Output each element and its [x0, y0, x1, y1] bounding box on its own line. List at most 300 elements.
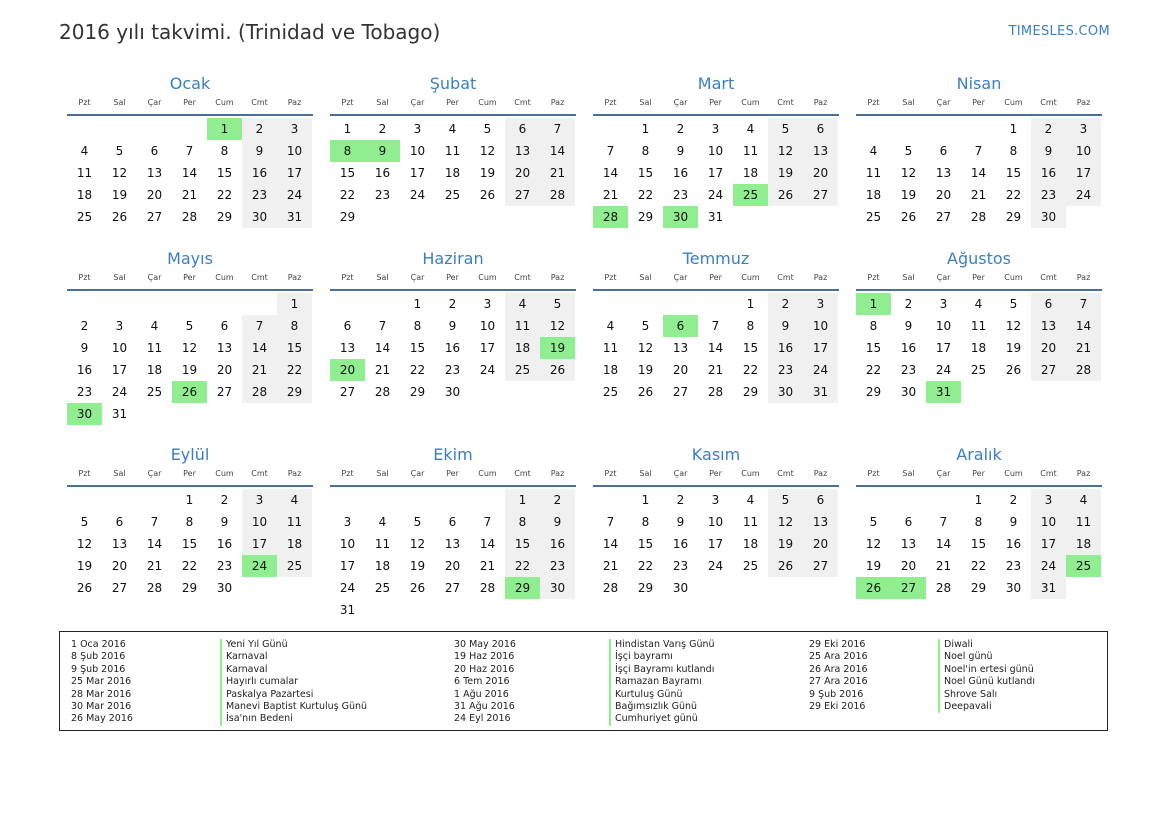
day-cell: 22	[742, 363, 759, 377]
day-cell: 31	[1031, 577, 1066, 599]
day-cell: 15	[505, 533, 540, 555]
holiday-day-cell: 6	[663, 315, 698, 337]
day-cell: 18	[444, 166, 461, 180]
day-cell: 9	[1009, 515, 1018, 529]
day-cell: 24	[803, 359, 838, 381]
day-cell: 11	[970, 319, 987, 333]
day-grid	[856, 118, 1101, 228]
day-cell: 16	[374, 166, 391, 180]
day-cell: 1	[746, 297, 755, 311]
day-cell: 28	[1066, 359, 1101, 381]
weekday-label: Cum	[478, 98, 497, 107]
holiday-name: Kurtuluş Günü	[609, 689, 715, 701]
weekday-label: Çar	[673, 273, 688, 282]
day-cell: 27	[444, 581, 461, 595]
day-cell: 4	[974, 297, 983, 311]
day-cell: 9	[676, 144, 685, 158]
day-cell: 11	[742, 144, 759, 158]
day-cell: 2	[904, 297, 913, 311]
empty-cell	[67, 293, 102, 315]
day-cell: 21	[707, 363, 724, 377]
holiday-name: Deepavali	[938, 701, 1035, 713]
empty-cell	[172, 293, 207, 315]
weekday-label: Paz	[1076, 273, 1091, 282]
weekday-label: Çar	[936, 98, 951, 107]
day-cell: 23	[374, 188, 391, 202]
day-cell: 28	[181, 210, 198, 224]
holiday-dates-col-2	[454, 639, 516, 726]
day-cell: 27	[672, 385, 689, 399]
weekday-header	[856, 96, 1102, 116]
day-cell: 19	[1005, 341, 1022, 355]
day-cell: 29	[970, 581, 987, 595]
weekday-label: Pzt	[341, 273, 354, 282]
holiday-day-cell: 1	[207, 118, 242, 140]
holiday-date: 1 Oca 2016	[71, 639, 126, 650]
holiday-day-cell: 19	[540, 337, 575, 359]
holiday-names-col-1	[220, 639, 367, 726]
day-cell: 28	[935, 581, 952, 595]
holiday-name: Karnaval	[220, 651, 367, 663]
weekday-label: Çar	[147, 273, 162, 282]
day-cell: 6	[803, 118, 838, 140]
day-cell: 2	[220, 493, 229, 507]
empty-cell	[628, 293, 663, 315]
day-cell: 12	[1005, 319, 1022, 333]
day-cell: 31	[111, 407, 128, 421]
empty-cell	[365, 489, 400, 511]
day-cell: 18	[76, 188, 93, 202]
empty-cell	[961, 118, 996, 140]
day-cell: 29	[742, 385, 759, 399]
weekday-label: Per	[972, 273, 985, 282]
holiday-date: 26 May 2016	[71, 713, 133, 725]
holiday-date: 28 Mar 2016	[71, 688, 132, 700]
holiday-date: 25 Ara 2016	[809, 651, 868, 663]
day-cell: 7	[378, 319, 387, 333]
day-cell: 7	[606, 515, 615, 529]
day-cell: 26	[768, 184, 803, 206]
day-cell: 7	[540, 118, 575, 140]
weekday-header	[593, 271, 839, 291]
day-cell: 11	[505, 315, 540, 337]
day-cell: 17	[479, 341, 496, 355]
weekday-label: Sal	[902, 469, 915, 478]
empty-cell	[137, 293, 172, 315]
day-cell: 3	[939, 297, 948, 311]
day-cell: 3	[483, 297, 492, 311]
weekday-label: Per	[446, 469, 459, 478]
day-cell: 4	[606, 319, 615, 333]
holiday-day-cell: 8	[330, 140, 365, 162]
day-cell: 29	[216, 210, 233, 224]
day-cell: 6	[803, 489, 838, 511]
weekday-label: Pzt	[78, 98, 91, 107]
holiday-names-col-2	[609, 639, 715, 726]
day-cell: 16	[672, 166, 689, 180]
day-cell: 11	[76, 166, 93, 180]
day-cell: 24	[479, 363, 496, 377]
day-cell: 24	[1066, 184, 1101, 206]
day-cell: 28	[707, 385, 724, 399]
day-cell: 5	[869, 515, 878, 529]
day-cell: 16	[444, 341, 461, 355]
day-cell: 28	[970, 210, 987, 224]
holiday-day-cell: 1	[856, 293, 891, 315]
weekday-header	[856, 467, 1102, 487]
day-cell: 8	[505, 511, 540, 533]
day-cell: 23	[1031, 184, 1066, 206]
weekday-label: Sal	[902, 98, 915, 107]
weekday-label: Paz	[550, 273, 565, 282]
day-cell: 16	[1005, 537, 1022, 551]
holiday-day-cell: 31	[926, 381, 961, 403]
day-cell: 2	[80, 319, 89, 333]
day-cell: 24	[707, 188, 724, 202]
day-cell: 12	[768, 511, 803, 533]
day-cell: 11	[602, 341, 619, 355]
day-cell: 20	[672, 363, 689, 377]
day-cell: 29	[1005, 210, 1022, 224]
weekday-label: Cum	[1004, 98, 1023, 107]
month-name: Aralık	[956, 445, 1002, 464]
weekday-label: Per	[446, 273, 459, 282]
day-cell: 15	[742, 341, 759, 355]
day-grid	[67, 489, 312, 599]
day-cell: 24	[707, 559, 724, 573]
day-cell: 21	[970, 188, 987, 202]
day-cell: 25	[602, 385, 619, 399]
day-cell: 25	[970, 363, 987, 377]
holiday-name: Yeni Yıl Günü	[220, 639, 367, 651]
month-11	[593, 443, 839, 599]
day-cell: 7	[974, 144, 983, 158]
day-cell: 21	[602, 559, 619, 573]
day-cell: 3	[1031, 489, 1066, 511]
weekday-label: Paz	[1076, 469, 1091, 478]
day-cell: 22	[637, 188, 654, 202]
day-cell: 10	[803, 315, 838, 337]
day-cell: 29	[339, 210, 356, 224]
day-cell: 21	[374, 363, 391, 377]
weekday-label: Paz	[1076, 98, 1091, 107]
day-cell: 5	[904, 144, 913, 158]
weekday-label: Cmt	[1040, 469, 1057, 478]
day-cell: 9	[220, 515, 229, 529]
day-cell: 1	[413, 297, 422, 311]
day-cell: 12	[865, 537, 882, 551]
day-grid	[856, 293, 1101, 403]
day-cell: 24	[339, 581, 356, 595]
day-cell: 1	[505, 489, 540, 511]
weekday-label: Pzt	[867, 273, 880, 282]
day-cell: 5	[483, 122, 492, 136]
day-grid	[67, 293, 312, 425]
weekday-label: Per	[709, 273, 722, 282]
page-title: 2016 yılı takvimi. (Trinidad ve Tobago)	[59, 20, 441, 44]
day-cell: 2	[540, 489, 575, 511]
day-cell: 25	[742, 559, 759, 573]
holiday-date: 27 Ara 2016	[809, 676, 868, 688]
day-cell: 2	[768, 293, 803, 315]
brand-link[interactable]: TIMESLES.COM	[1008, 24, 1110, 39]
empty-cell	[102, 293, 137, 315]
day-cell: 19	[637, 363, 654, 377]
holiday-day-cell: 25	[733, 184, 768, 206]
day-cell: 6	[939, 144, 948, 158]
day-cell: 8	[220, 144, 229, 158]
weekday-label: Cmt	[251, 273, 268, 282]
day-cell: 6	[505, 118, 540, 140]
weekday-label: Pzt	[604, 273, 617, 282]
day-cell: 31	[339, 603, 356, 617]
holiday-date: 30 May 2016	[454, 639, 516, 650]
empty-cell	[137, 489, 172, 511]
day-cell: 22	[181, 559, 198, 573]
day-cell: 20	[216, 363, 233, 377]
day-cell: 5	[413, 515, 422, 529]
empty-cell	[330, 489, 365, 511]
day-cell: 11	[444, 144, 461, 158]
day-cell: 27	[935, 210, 952, 224]
day-cell: 4	[448, 122, 457, 136]
empty-cell	[172, 118, 207, 140]
day-cell: 8	[641, 144, 650, 158]
empty-cell	[856, 489, 891, 511]
empty-cell	[593, 118, 628, 140]
weekday-label: Çar	[410, 469, 425, 478]
day-cell: 27	[111, 581, 128, 595]
holiday-date: 29 Eki 2016	[809, 701, 866, 713]
day-cell: 2	[378, 122, 387, 136]
day-cell: 6	[150, 144, 159, 158]
holiday-date: 9 Şub 2016	[71, 663, 126, 675]
month-9	[67, 443, 313, 599]
day-cell: 9	[448, 319, 457, 333]
day-cell: 14	[242, 337, 277, 359]
day-cell: 27	[1031, 359, 1066, 381]
day-cell: 26	[1005, 363, 1022, 377]
weekday-label: Cum	[478, 273, 497, 282]
day-cell: 1	[974, 493, 983, 507]
day-cell: 30	[672, 581, 689, 595]
day-grid	[593, 118, 838, 228]
day-cell: 24	[277, 184, 312, 206]
day-grid	[856, 489, 1101, 599]
weekday-label: Cmt	[777, 98, 794, 107]
holiday-day-cell: 28	[593, 206, 628, 228]
day-cell: 11	[146, 341, 163, 355]
day-cell: 15	[637, 537, 654, 551]
holiday-name: İsa'nın Bedeni	[220, 713, 367, 725]
day-cell: 3	[115, 319, 124, 333]
day-cell: 29	[637, 581, 654, 595]
day-cell: 7	[150, 515, 159, 529]
day-cell: 5	[768, 118, 803, 140]
day-cell: 2	[676, 122, 685, 136]
weekday-label: Çar	[673, 98, 688, 107]
day-cell: 25	[505, 359, 540, 381]
holiday-day-cell: 26	[856, 577, 891, 599]
day-cell: 21	[146, 559, 163, 573]
day-cell: 12	[409, 537, 426, 551]
weekday-label: Cmt	[777, 273, 794, 282]
day-cell: 25	[76, 210, 93, 224]
empty-cell	[242, 293, 277, 315]
holiday-name: İşçi bayramı	[609, 651, 715, 663]
day-cell: 18	[374, 559, 391, 573]
day-cell: 12	[76, 537, 93, 551]
weekday-label: Cum	[741, 98, 760, 107]
day-cell: 25	[146, 385, 163, 399]
day-cell: 19	[900, 188, 917, 202]
day-cell: 1	[343, 122, 352, 136]
day-cell: 21	[242, 359, 277, 381]
day-cell: 10	[242, 511, 277, 533]
day-cell: 11	[1066, 511, 1101, 533]
holiday-date: 30 Mar 2016	[71, 701, 132, 713]
weekday-label: Çar	[147, 469, 162, 478]
day-cell: 3	[711, 122, 720, 136]
holiday-name: Cumhuriyet günü	[609, 713, 715, 725]
day-cell: 13	[505, 140, 540, 162]
day-cell: 22	[970, 559, 987, 573]
day-cell: 7	[242, 315, 277, 337]
day-cell: 22	[216, 188, 233, 202]
day-cell: 30	[444, 385, 461, 399]
day-cell: 16	[216, 537, 233, 551]
day-cell: 17	[1031, 533, 1066, 555]
day-cell: 19	[865, 559, 882, 573]
weekday-header	[67, 467, 313, 487]
day-cell: 15	[409, 341, 426, 355]
day-cell: 14	[540, 140, 575, 162]
day-cell: 14	[479, 537, 496, 551]
day-cell: 8	[869, 319, 878, 333]
day-cell: 24	[1031, 555, 1066, 577]
holiday-dates-col-3	[809, 639, 868, 713]
day-cell: 2	[1009, 493, 1018, 507]
month-name: Ekim	[433, 445, 473, 464]
holiday-name: Shrove Salı	[938, 689, 1035, 701]
weekday-label: Paz	[287, 273, 302, 282]
weekday-label: Çar	[147, 98, 162, 107]
day-grid	[593, 489, 838, 599]
holiday-day-cell: 30	[663, 206, 698, 228]
holiday-day-cell: 26	[172, 381, 207, 403]
day-cell: 26	[76, 581, 93, 595]
day-cell: 23	[216, 559, 233, 573]
day-cell: 15	[216, 166, 233, 180]
day-cell: 10	[479, 319, 496, 333]
day-cell: 26	[111, 210, 128, 224]
empty-cell	[470, 489, 505, 511]
weekday-label: Sal	[113, 98, 126, 107]
weekday-label: Paz	[550, 98, 565, 107]
day-cell: 25	[374, 581, 391, 595]
weekday-label: Cmt	[514, 469, 531, 478]
day-cell: 19	[409, 559, 426, 573]
day-cell: 5	[540, 293, 575, 315]
day-cell: 13	[803, 511, 838, 533]
day-cell: 13	[111, 537, 128, 551]
weekday-label: Çar	[673, 469, 688, 478]
holiday-names-col-3	[938, 639, 1035, 713]
weekday-label: Pzt	[867, 98, 880, 107]
weekday-label: Sal	[902, 273, 915, 282]
weekday-label: Pzt	[341, 469, 354, 478]
empty-cell	[698, 293, 733, 315]
day-cell: 27	[803, 555, 838, 577]
day-cell: 22	[409, 363, 426, 377]
month-name: Eylül	[170, 445, 210, 464]
day-cell: 13	[339, 341, 356, 355]
day-cell: 16	[672, 537, 689, 551]
day-cell: 14	[602, 537, 619, 551]
day-cell: 18	[146, 363, 163, 377]
day-cell: 30	[768, 381, 803, 403]
weekday-label: Sal	[376, 98, 389, 107]
day-cell: 10	[339, 537, 356, 551]
day-cell: 8	[413, 319, 422, 333]
month-name: Temmuz	[682, 249, 750, 268]
holiday-day-cell: 9	[365, 140, 400, 162]
weekday-label: Pzt	[604, 469, 617, 478]
month-name: Nisan	[956, 74, 1002, 93]
day-cell: 3	[343, 515, 352, 529]
day-cell: 10	[277, 140, 312, 162]
day-cell: 1	[277, 293, 312, 315]
day-cell: 13	[444, 537, 461, 551]
empty-cell	[435, 489, 470, 511]
day-cell: 17	[935, 341, 952, 355]
day-cell: 30	[900, 385, 917, 399]
empty-cell	[891, 489, 926, 511]
weekday-label: Pzt	[604, 98, 617, 107]
holiday-name: Noel günü	[938, 651, 1035, 663]
empty-cell	[891, 118, 926, 140]
day-grid	[330, 489, 575, 621]
day-cell: 11	[865, 166, 882, 180]
day-cell: 15	[637, 166, 654, 180]
weekday-header	[856, 271, 1102, 291]
day-cell: 16	[768, 337, 803, 359]
day-cell: 18	[865, 188, 882, 202]
holiday-name: İşçi Bayramı kutlandı	[609, 664, 715, 676]
day-cell: 12	[479, 144, 496, 158]
day-cell: 5	[1009, 297, 1018, 311]
day-cell: 17	[277, 162, 312, 184]
month-8	[856, 247, 1102, 403]
day-cell: 18	[970, 341, 987, 355]
day-cell: 4	[746, 493, 755, 507]
day-cell: 24	[111, 385, 128, 399]
holiday-name: Karnaval	[220, 664, 367, 676]
day-cell: 4	[505, 293, 540, 315]
day-cell: 7	[939, 515, 948, 529]
day-cell: 9	[676, 515, 685, 529]
day-cell: 8	[1009, 144, 1018, 158]
holiday-date: 9 Şub 2016	[809, 688, 864, 700]
day-cell: 16	[242, 162, 277, 184]
holiday-date: 1 Ağu 2016	[454, 688, 509, 700]
day-grid	[330, 118, 575, 228]
day-cell: 22	[505, 555, 540, 577]
day-cell: 23	[242, 184, 277, 206]
empty-cell	[856, 118, 891, 140]
day-cell: 4	[746, 122, 755, 136]
holiday-date: 8 Şub 2016	[71, 651, 126, 663]
